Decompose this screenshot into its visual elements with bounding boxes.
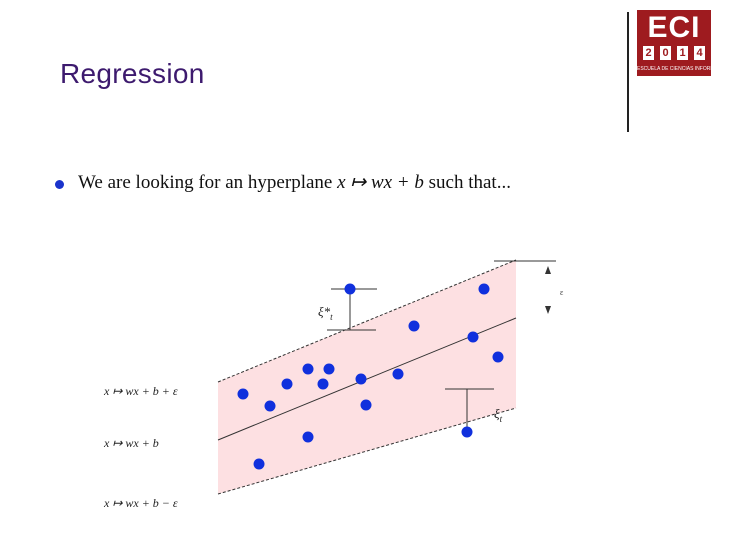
upper-line-label: x ↦ wx + b + ε	[104, 384, 178, 398]
logo-year-digit: 0	[660, 46, 671, 60]
epsilon-arrow-up	[545, 266, 551, 274]
xi-star-subscript: t	[330, 312, 333, 322]
data-point	[462, 427, 473, 438]
middle-line-label: x ↦ wx + b	[104, 436, 159, 450]
data-point	[254, 459, 265, 470]
xi-subscript: t	[499, 414, 503, 424]
xi-star-label	[318, 304, 333, 322]
data-point	[265, 401, 276, 412]
logo-subtitle: ESCUELA DE CIENCIAS INFORMÁTICAS	[637, 66, 733, 72]
epsilon-arrow-down	[545, 306, 551, 314]
data-point	[282, 379, 293, 390]
data-point	[303, 432, 314, 443]
slide-title: Regression	[60, 58, 205, 89]
bullet-text-before: We are looking for an hyperplane	[78, 172, 338, 193]
logo-year-digit: 1	[677, 46, 688, 60]
data-point	[345, 284, 356, 295]
epsilon-label: ε	[560, 288, 564, 297]
epsilon-tube	[218, 260, 516, 494]
data-point	[479, 284, 490, 295]
data-point	[356, 374, 367, 385]
logo-year-digit: 2	[643, 46, 654, 60]
data-point	[318, 379, 329, 390]
lower-line-label: x ↦ wx + b − ε	[104, 496, 178, 510]
data-point	[393, 369, 404, 380]
data-point	[409, 321, 420, 332]
data-point	[361, 400, 372, 411]
logo-year-digit: 4	[694, 46, 705, 60]
data-point	[238, 389, 249, 400]
data-point	[324, 364, 335, 375]
xi-star-symbol: ξ*	[318, 304, 331, 319]
data-point	[468, 332, 479, 343]
bullet-math: x ↦ wx + b	[337, 172, 424, 193]
logo-main-text: ECI	[647, 11, 701, 44]
xi-symbol: ξ	[494, 406, 500, 421]
data-point	[303, 364, 314, 375]
bullet-text-after: such that...	[423, 172, 511, 193]
data-point	[493, 352, 504, 363]
